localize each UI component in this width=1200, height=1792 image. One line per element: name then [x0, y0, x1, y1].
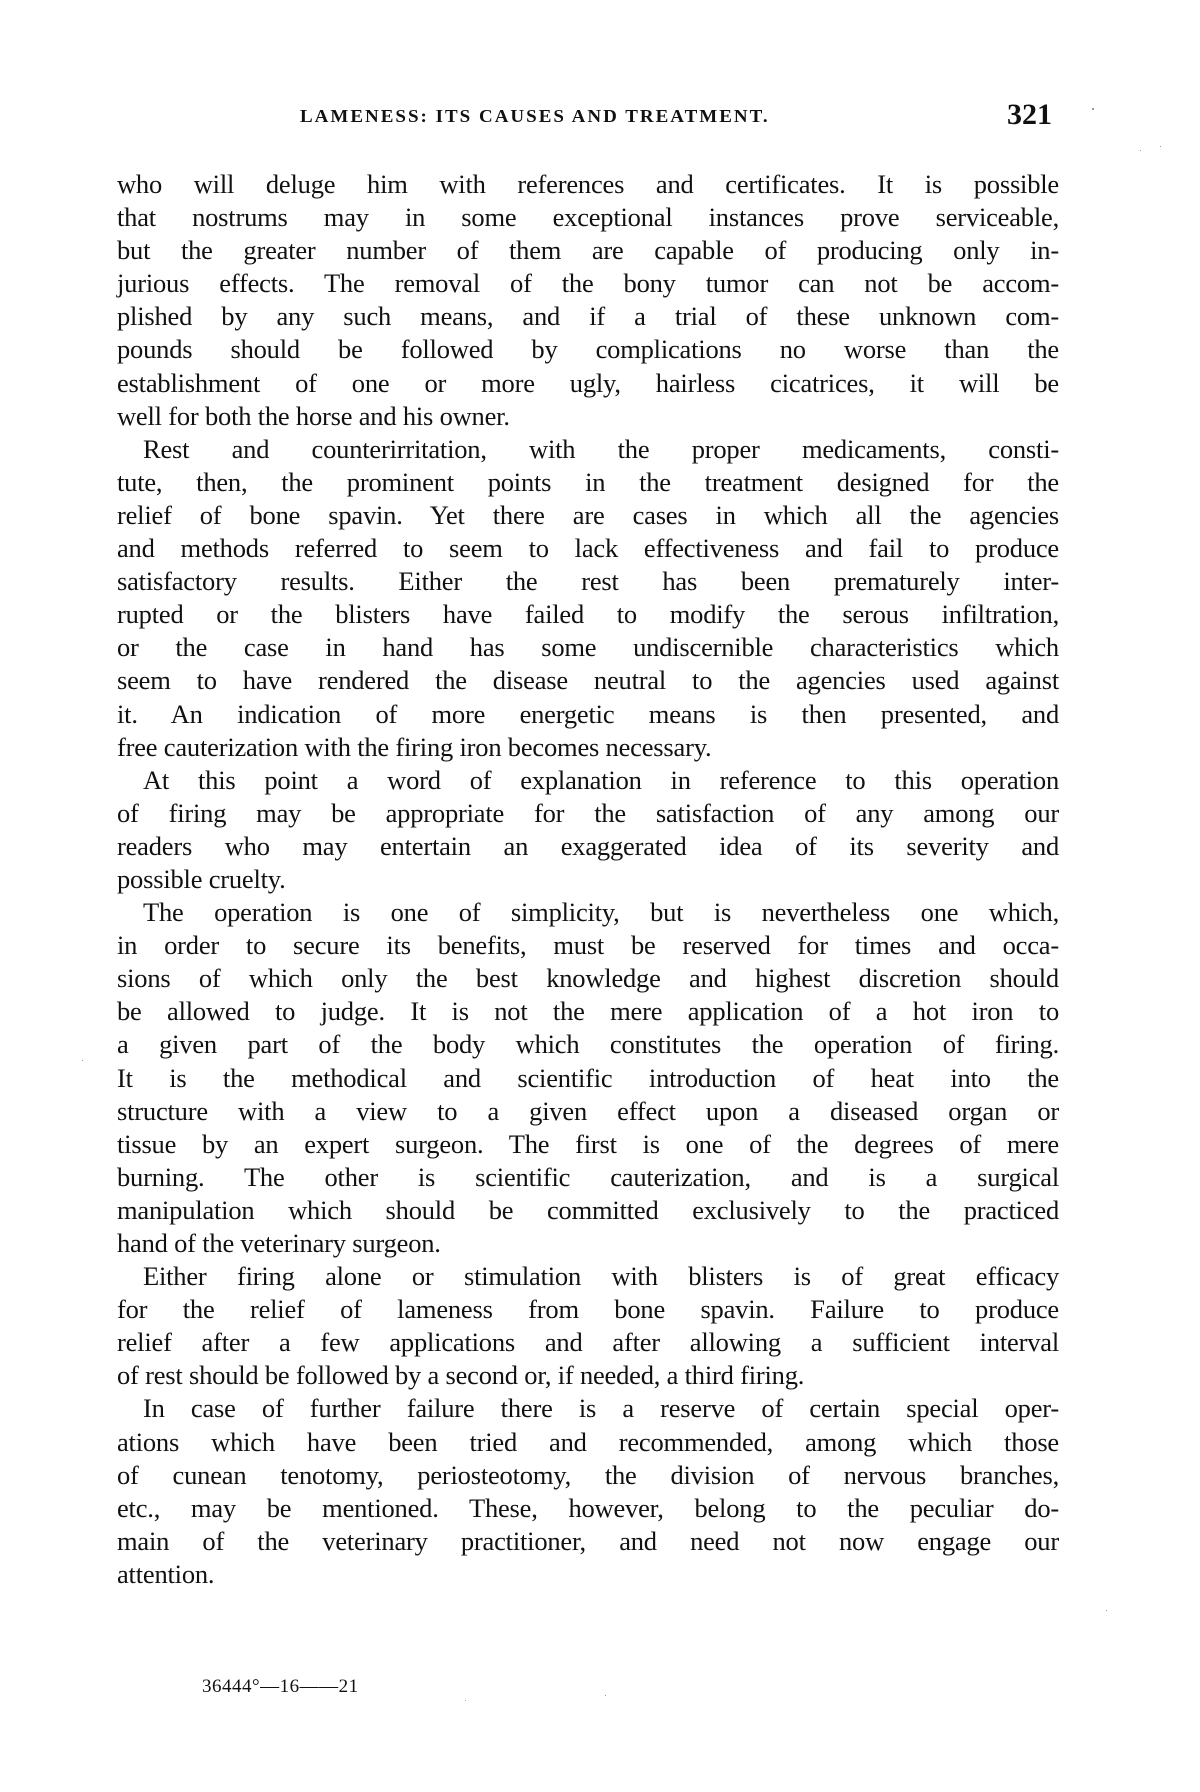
- text-line: readers who may entertain an exaggerated idea of its severity and: [117, 830, 1059, 861]
- text-line: be allowed to judge. It is not the mere application of a hot iron to: [117, 996, 1059, 1027]
- text-line: tute, then, the prominent points in the treatment designed for the: [117, 466, 1059, 497]
- text-line: that nostrums may in some exceptional instances prove serviceable,: [117, 202, 1059, 233]
- text-line: who will deluge him with references and certificates. It is possible: [117, 169, 1059, 199]
- text-line: of firing may be appropriate for the satisfaction of any among our: [117, 797, 1059, 828]
- text-line: relief of bone spavin. Yet there are cases in which all the agencies: [117, 499, 1059, 530]
- text-line: burning. The other is scientific cauterization, and is a surgical: [117, 1161, 1059, 1192]
- paragraph: [117, 1392, 1059, 1591]
- text-line: possible cruelty.: [117, 863, 286, 894]
- footer-signature-mark: 36444°—16——21: [202, 1676, 359, 1697]
- text-line: hand of the veterinary surgeon.: [117, 1228, 441, 1258]
- text-line: Rest and counterirritation, with the proper medicaments, consti-: [143, 433, 1059, 464]
- text-line: seem to have rendered the disease neutral to the agencies used against: [117, 665, 1059, 696]
- scan-speck: [1092, 108, 1094, 110]
- text-line: ations which have been tried and recommended, among which those: [117, 1426, 1059, 1457]
- paragraph: [117, 168, 1059, 433]
- text-line: Either firing alone or stimulation with blisters is of great efficacy: [143, 1261, 1059, 1292]
- text-line: in order to secure its benefits, must be reserved for times and occa-: [117, 930, 1059, 961]
- text-line: or the case in hand has some undiscernible characteristics which: [117, 632, 1059, 663]
- scan-speck: [82, 1060, 83, 1061]
- text-line: sions of which only the best knowledge and highest discretion should: [117, 963, 1059, 994]
- text-line: jurious effects. The removal of the bony tumor can not be accom-: [117, 268, 1059, 299]
- paragraph: [117, 764, 1059, 896]
- scan-speck: [1106, 1610, 1107, 1611]
- text-line: it. An indication of more energetic means is then presented, and: [117, 698, 1059, 729]
- text-line: establishment of one or more ugly, hairless cicatrices, it will be: [117, 367, 1059, 398]
- text-line: At this point a word of explanation in reference to this operation: [143, 764, 1059, 795]
- body-text: [117, 168, 1059, 1591]
- text-line: a given part of the body which constitutes the operation of firing.: [117, 1029, 1059, 1060]
- text-line: tissue by an expert surgeon. The first is one of the degrees of mere: [117, 1128, 1059, 1159]
- text-line: manipulation which should be committed exclusively to the practiced: [117, 1194, 1059, 1225]
- text-line: relief after a few applications and after allowing a sufficient interval: [117, 1327, 1059, 1358]
- text-line: rupted or the blisters have failed to modify the serous infiltration,: [117, 599, 1059, 630]
- text-line: of cunean tenotomy, periosteotomy, the division of nervous branches,: [117, 1459, 1059, 1490]
- text-line: and methods referred to seem to lack effectiveness and fail to produce: [117, 533, 1059, 564]
- text-line: plished by any such means, and if a trial of these unknown com-: [117, 301, 1059, 332]
- text-line: well for both the horse and his owner.: [117, 400, 510, 431]
- running-head: LAMENESS: ITS CAUSES AND TREATMENT.: [300, 106, 770, 127]
- text-line: for the relief of lameness from bone spavin. Failure to produce: [117, 1294, 1059, 1325]
- scan-speck: [465, 1700, 466, 1701]
- text-line: free cauterization with the firing iron becomes necessary.: [117, 731, 712, 762]
- text-line: of rest should be followed by a second or, if needed, a third firing.: [117, 1360, 805, 1391]
- text-line: It is the methodical and scientific introduction of heat into the: [117, 1062, 1059, 1093]
- text-line: structure with a view to a given effect upon a diseased organ or: [117, 1095, 1059, 1126]
- text-line: In case of further failure there is a reserve of certain special oper-: [143, 1393, 1059, 1424]
- text-line: The operation is one of simplicity, but is nevertheless one which,: [143, 897, 1059, 928]
- text-line: main of the veterinary practitioner, and need not now engage our: [117, 1525, 1059, 1556]
- text-line: but the greater number of them are capable of producing only in-: [117, 235, 1059, 266]
- scan-speck: [605, 1695, 606, 1696]
- text-line: attention.: [117, 1558, 215, 1589]
- text-line: satisfactory results. Either the rest has been prematurely inter-: [117, 566, 1059, 597]
- paragraph: [117, 896, 1059, 1260]
- text-line: etc., may be mentioned. These, however, belong to the peculiar do-: [117, 1492, 1059, 1523]
- paragraph: [117, 1260, 1059, 1392]
- paragraph: [117, 433, 1059, 764]
- text-line: pounds should be followed by complications no worse than the: [117, 334, 1059, 365]
- page-number: 321: [1007, 98, 1052, 131]
- scan-speck: [1140, 150, 1141, 151]
- scan-speck: [1160, 146, 1161, 147]
